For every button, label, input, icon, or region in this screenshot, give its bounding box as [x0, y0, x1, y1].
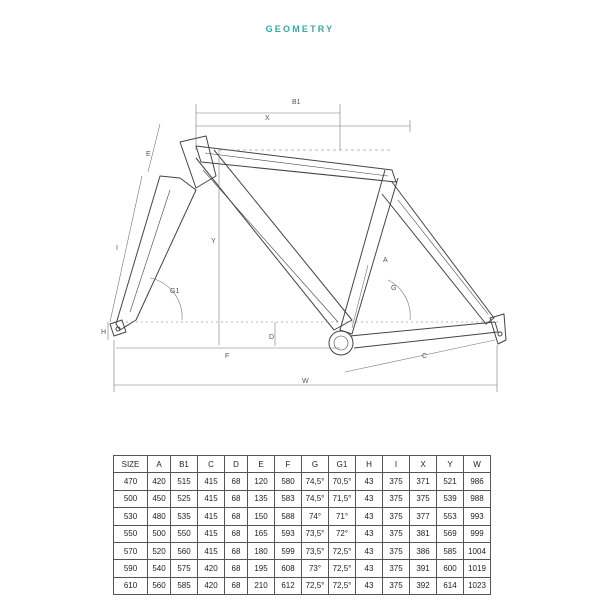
- table-cell: 585: [437, 542, 464, 559]
- seat-stay: [382, 182, 494, 324]
- table-cell: 575: [171, 560, 198, 577]
- label-a: A: [383, 257, 388, 264]
- table-row: [114, 577, 491, 594]
- table-cell: 420: [198, 577, 225, 594]
- table-cell: 1004: [464, 542, 491, 559]
- table-cell: 415: [198, 542, 225, 559]
- table-cell: 599: [275, 542, 302, 559]
- table-cell: 550: [114, 525, 148, 542]
- table-cell: 375: [383, 577, 410, 594]
- label-b1: B1: [292, 99, 301, 106]
- table-cell: 608: [275, 560, 302, 577]
- column-header: W: [464, 456, 491, 473]
- table-cell: 535: [171, 508, 198, 525]
- table-cell: 375: [383, 490, 410, 507]
- table-cell: 375: [383, 560, 410, 577]
- table-cell: 569: [437, 525, 464, 542]
- table-cell: 999: [464, 525, 491, 542]
- table-cell: 375: [383, 542, 410, 559]
- table-cell: 68: [225, 577, 248, 594]
- table-cell: 415: [198, 508, 225, 525]
- table-cell: 210: [248, 577, 275, 594]
- fork: [116, 176, 196, 330]
- table-cell: 375: [383, 473, 410, 490]
- table-cell: 391: [410, 560, 437, 577]
- table-cell: 43: [356, 560, 383, 577]
- table-cell: 180: [248, 542, 275, 559]
- column-header: G1: [329, 456, 356, 473]
- table-cell: 375: [410, 490, 437, 507]
- label-h: H: [101, 329, 107, 336]
- table-cell: 43: [356, 473, 383, 490]
- column-header: Y: [437, 456, 464, 473]
- table-cell: 68: [225, 508, 248, 525]
- table-cell: 600: [437, 560, 464, 577]
- table-cell: 614: [437, 577, 464, 594]
- table-row: [114, 542, 491, 559]
- table-row: [114, 560, 491, 577]
- table-cell: 988: [464, 490, 491, 507]
- table-cell: 135: [248, 490, 275, 507]
- table-cell: 470: [114, 473, 148, 490]
- table-cell: 993: [464, 508, 491, 525]
- table-cell: 165: [248, 525, 275, 542]
- table-cell: 588: [275, 508, 302, 525]
- table-cell: 375: [383, 525, 410, 542]
- table-cell: 392: [410, 577, 437, 594]
- table-cell: 539: [437, 490, 464, 507]
- table-cell: 73,5°: [302, 542, 329, 559]
- column-header: D: [225, 456, 248, 473]
- table-cell: 610: [114, 577, 148, 594]
- table-cell: 415: [198, 490, 225, 507]
- table-cell: 377: [410, 508, 437, 525]
- column-header: A: [148, 456, 171, 473]
- table-cell: 68: [225, 473, 248, 490]
- table-cell: 150: [248, 508, 275, 525]
- label-c: C: [422, 353, 428, 360]
- table-cell: 500: [148, 525, 171, 542]
- column-header: H: [356, 456, 383, 473]
- label-e: E: [146, 151, 151, 158]
- table-cell: 74,5°: [302, 473, 329, 490]
- table-cell: 560: [171, 542, 198, 559]
- table-cell: 583: [275, 490, 302, 507]
- table-cell: 580: [275, 473, 302, 490]
- table-cell: 43: [356, 525, 383, 542]
- table-cell: 195: [248, 560, 275, 577]
- table-cell: 72°: [329, 525, 356, 542]
- table-cell: 520: [148, 542, 171, 559]
- geometry-table: [113, 455, 491, 595]
- column-header: C: [198, 456, 225, 473]
- table-cell: 74°: [302, 508, 329, 525]
- table-cell: 415: [198, 473, 225, 490]
- table-cell: 68: [225, 490, 248, 507]
- table-cell: 420: [148, 473, 171, 490]
- table-cell: 1019: [464, 560, 491, 577]
- column-header: E: [248, 456, 275, 473]
- table-cell: 68: [225, 560, 248, 577]
- table-cell: 72,5°: [329, 577, 356, 594]
- table-cell: 986: [464, 473, 491, 490]
- table-cell: 120: [248, 473, 275, 490]
- table-cell: 74,5°: [302, 490, 329, 507]
- table-cell: 450: [148, 490, 171, 507]
- column-header: SIZE: [114, 456, 148, 473]
- label-g1: G1: [170, 288, 180, 295]
- table-row: [114, 473, 491, 490]
- table-body: [114, 473, 491, 595]
- table-cell: 73,5°: [302, 525, 329, 542]
- table-cell: 43: [356, 542, 383, 559]
- table-row: [114, 490, 491, 507]
- table-cell: 521: [437, 473, 464, 490]
- table-cell: 525: [171, 490, 198, 507]
- label-x: X: [265, 115, 270, 122]
- label-d: D: [269, 334, 275, 341]
- table-cell: 612: [275, 577, 302, 594]
- rear-dropout: [490, 314, 506, 344]
- table-cell: 72,5°: [329, 542, 356, 559]
- label-g: G: [391, 285, 397, 292]
- table-cell: 415: [198, 525, 225, 542]
- table-cell: 530: [114, 508, 148, 525]
- table-cell: 570: [114, 542, 148, 559]
- table-header-row: [114, 456, 491, 473]
- label-i: I: [116, 245, 118, 252]
- column-header: X: [410, 456, 437, 473]
- table-row: [114, 525, 491, 542]
- table-cell: 71,5°: [329, 490, 356, 507]
- table-cell: 70,5°: [329, 473, 356, 490]
- table-cell: 540: [148, 560, 171, 577]
- table-cell: 585: [171, 577, 198, 594]
- table-cell: 43: [356, 508, 383, 525]
- label-y: Y: [211, 238, 216, 245]
- label-f: F: [225, 353, 230, 360]
- table-cell: 553: [437, 508, 464, 525]
- table-cell: 71°: [329, 508, 356, 525]
- table-cell: 500: [114, 490, 148, 507]
- table-cell: 43: [356, 490, 383, 507]
- column-header: I: [383, 456, 410, 473]
- table-cell: 68: [225, 525, 248, 542]
- table-cell: 550: [171, 525, 198, 542]
- table-cell: 43: [356, 577, 383, 594]
- table-cell: 371: [410, 473, 437, 490]
- table-cell: 480: [148, 508, 171, 525]
- table-cell: 386: [410, 542, 437, 559]
- table-cell: 420: [198, 560, 225, 577]
- table-row: [114, 508, 491, 525]
- down-tube: [196, 150, 352, 330]
- table-cell: 1023: [464, 577, 491, 594]
- table-cell: 72,5°: [329, 560, 356, 577]
- table-cell: 560: [148, 577, 171, 594]
- column-header: F: [275, 456, 302, 473]
- head-tube: [180, 136, 216, 188]
- column-header: G: [302, 456, 329, 473]
- table-cell: 381: [410, 525, 437, 542]
- table-cell: 68: [225, 542, 248, 559]
- page-title: GEOMETRY: [265, 24, 335, 34]
- label-w: W: [302, 378, 309, 385]
- table-cell: 73°: [302, 560, 329, 577]
- table-cell: 515: [171, 473, 198, 490]
- bottom-bracket: [329, 331, 353, 355]
- seat-tube: [340, 170, 398, 334]
- table-cell: 375: [383, 508, 410, 525]
- table-cell: 590: [114, 560, 148, 577]
- column-header: B1: [171, 456, 198, 473]
- table-cell: 593: [275, 525, 302, 542]
- table-cell: 72,5°: [302, 577, 329, 594]
